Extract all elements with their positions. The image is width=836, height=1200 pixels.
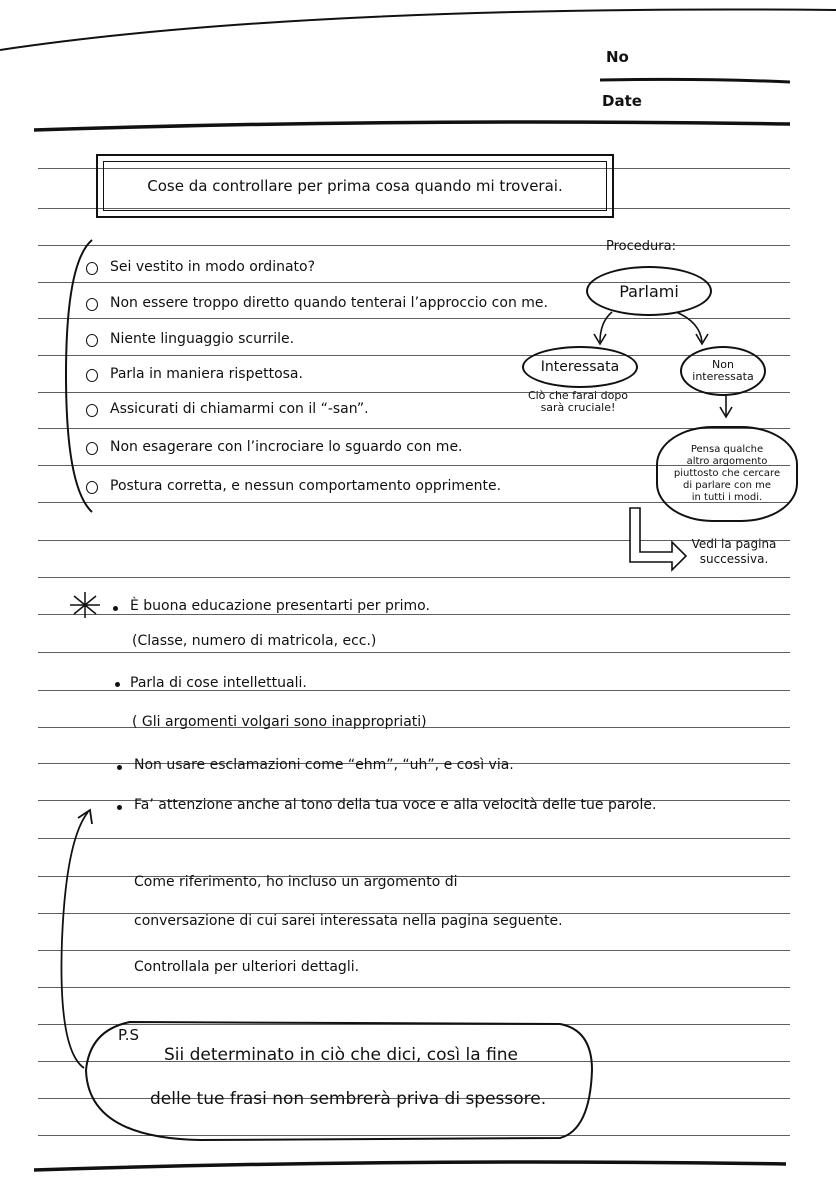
flowchart-heading: Procedura: [606,239,676,254]
flowchart-result-node: Pensa qualche altro argomento piuttosto che cercare di parlare con me in tutti i modi. [656,426,798,522]
ps-line: delle tue frasi non sembrerà priva di spessore. [150,1089,547,1109]
tip-item: Non usare esclamazioni come “ehm”, “uh”, e così via. [134,757,514,773]
tip-note: (Classe, numero di matricola, ecc.) [132,633,377,649]
tip-item: È buona educazione presentarti per primo. [130,598,430,614]
page-title: Cose da controllare per prima cosa quando mi troverai. [103,161,607,211]
ps-label: P.S [118,1026,139,1044]
reference-line: Controllala per ulteriori dettagli. [134,959,360,975]
checklist-item: Non essere troppo diretto quando tenterai l’approccio con me. [110,295,548,311]
reference-line: Come riferimento, ho incluso un argomento di [134,874,458,890]
checklist-item: Assicurati di chiamarmi con il “-san”. [110,401,369,417]
checklist-item: Sei vestito in modo ordinato? [110,259,316,275]
flowchart-start-node: Parlami [586,266,712,316]
ps-line: Sii determinato in ciò che dici, così la fine [164,1045,519,1065]
flowchart-not-interested-node: Non interessata [680,346,766,396]
tip-item: Parla di cose intellettuali. [130,675,307,691]
tip-item: Fa’ attenzione anche al tono della tua voce e alla velocità delle tue parole. [134,797,657,813]
reference-line: conversazione di cui sarei interessata nella pagina seguente. [134,913,563,929]
checklist-item: Postura corretta, e nessun comportamento opprimente. [110,478,502,494]
no-label: No [606,48,629,66]
next-page-note: Vedi la pagina successiva. [691,537,777,566]
flowchart-interested-note: Ciò che farai dopo sarà cruciale! [527,389,629,414]
checklist-item: Non esagerare con l’incrociare lo sguardo con me. [110,439,463,455]
checklist-item: Niente linguaggio scurrile. [110,331,295,347]
tip-note: ( Gli argomenti volgari sono inappropriati) [132,714,427,730]
checklist-item: Parla in maniera rispettosa. [110,366,303,382]
date-label: Date [602,92,642,110]
flowchart-interested-node: Interessata [522,346,638,388]
